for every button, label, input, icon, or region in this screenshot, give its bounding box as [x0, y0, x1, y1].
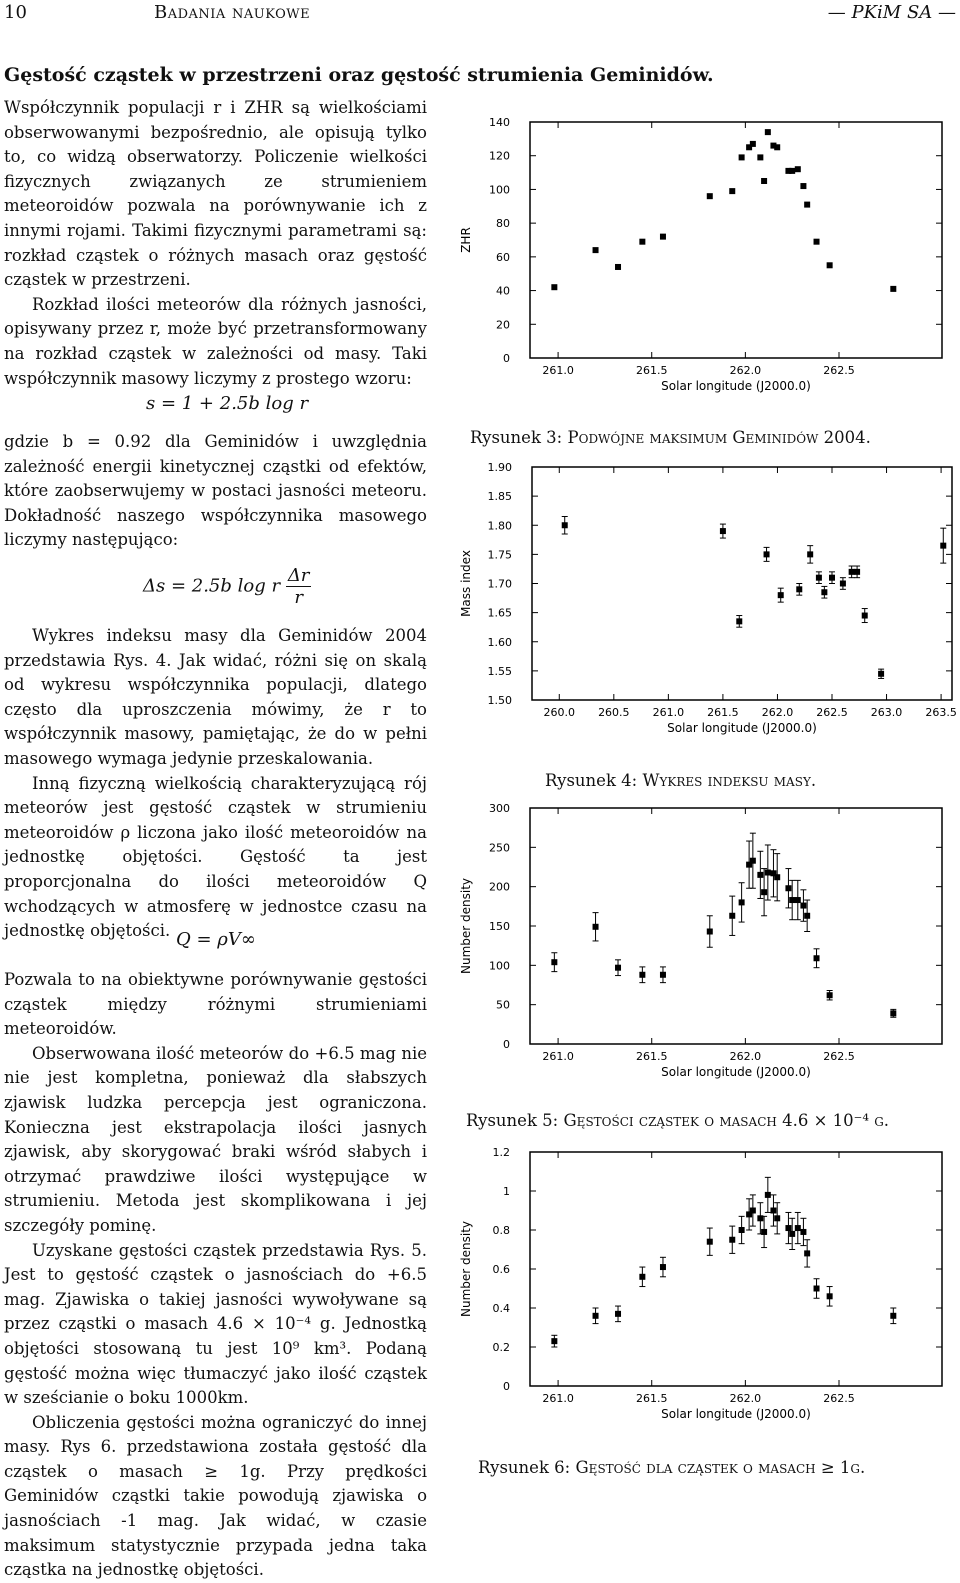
y-tick-label: 1.65 — [487, 606, 512, 620]
paragraph: Obliczenia gęstości można ograniczyć do innej masy. Rys 6. przedstawiona została gęstość dla cząstek o masach ≥ 1g. Przy prędkości Geminidów cząstki takie powodują zjawiska o jasnościach -1 mag. Jak widać, w czasie maksimum statystycznie przypada jedna taka cząstka na jednostkę objętości. — [4, 1412, 427, 1580]
data-point — [765, 870, 771, 876]
data-point — [814, 1286, 820, 1292]
plot-frame — [530, 808, 942, 1044]
data-point — [750, 858, 756, 864]
y-tick-label: 50 — [496, 998, 510, 1012]
y-tick-label: 1.60 — [487, 635, 512, 649]
data-point — [778, 592, 784, 598]
x-tick-label: 261.0 — [542, 364, 574, 377]
x-tick-label: 262.0 — [729, 1050, 762, 1063]
data-point — [829, 575, 835, 581]
y-tick-label: 0 — [503, 1380, 510, 1393]
x-tick-label: 263.0 — [870, 706, 903, 719]
number-density-1g-chart — [452, 1140, 952, 1430]
data-point — [736, 618, 742, 624]
caption-text: Podwójne maksimum Geminidów 2004. — [567, 428, 871, 447]
data-point — [890, 1010, 896, 1016]
data-point — [807, 551, 813, 557]
x-axis-label: Solar longitude (J2000.0) — [661, 1407, 811, 1421]
mass-index-chart — [452, 455, 960, 743]
y-tick-label: 1.85 — [487, 490, 512, 504]
data-point — [827, 992, 833, 998]
plot-frame — [530, 1152, 942, 1386]
caption-label: Rysunek 5: — [466, 1111, 564, 1130]
data-point — [764, 551, 770, 557]
figure-4-caption — [545, 771, 816, 790]
y-tick-label: 0 — [503, 1038, 510, 1051]
y-tick-label: 1 — [503, 1185, 510, 1198]
denominator: r — [294, 587, 303, 608]
data-point — [593, 1313, 599, 1319]
x-tick-label: 261.5 — [635, 1392, 668, 1405]
data-point — [878, 671, 884, 677]
data-point — [615, 965, 621, 971]
data-point — [816, 575, 822, 581]
y-tick-label: 140 — [489, 116, 510, 129]
y-tick-label: 100 — [489, 959, 510, 973]
x-tick-label: 262.5 — [823, 364, 855, 377]
data-point — [707, 193, 713, 199]
y-tick-label: 120 — [489, 149, 510, 163]
data-point — [785, 1225, 791, 1231]
zhr-chart — [452, 108, 952, 400]
magazine-name: — PKiM SA — — [827, 2, 956, 23]
x-tick-label: 260.0 — [543, 706, 576, 719]
data-point — [789, 1231, 795, 1237]
caption-text: Wykres indeksu masy. — [642, 771, 817, 790]
data-point — [729, 188, 735, 194]
data-point — [757, 872, 763, 878]
figure-5 — [452, 796, 952, 1084]
y-tick-label: 0.4 — [492, 1302, 510, 1315]
data-point — [551, 959, 557, 965]
data-point — [739, 1227, 745, 1233]
x-tick-label: 261.5 — [635, 1050, 668, 1063]
y-tick-label: 1.75 — [487, 548, 512, 562]
data-point — [615, 264, 621, 270]
data-point — [774, 144, 780, 150]
data-point — [795, 166, 801, 172]
data-point — [796, 586, 802, 592]
y-axis-label: ZHR — [459, 227, 473, 253]
data-point — [639, 1274, 645, 1280]
x-tick-label: 262.0 — [729, 1392, 762, 1405]
y-tick-label: 1.2 — [492, 1146, 510, 1159]
data-point — [840, 581, 846, 587]
data-point — [765, 129, 771, 135]
fraction — [286, 565, 312, 608]
caption-label: Rysunek 4: — [545, 771, 643, 790]
plot-frame — [532, 467, 952, 700]
data-point — [854, 569, 860, 575]
figure-6-caption — [478, 1458, 865, 1477]
data-point — [593, 924, 599, 930]
y-tick-label: 1.70 — [487, 577, 512, 591]
x-tick-label: 261.5 — [635, 364, 668, 377]
paragraph: Rozkład ilości meteorów dla różnych jasności, opisywany przez r, może być przetransformowany na rozkład cząstek w zależności od masy. Taki współczynnik masowy liczymy z prostego wzoru: — [4, 294, 427, 388]
data-point — [789, 897, 795, 903]
data-point — [593, 247, 599, 253]
x-tick-label: 260.5 — [598, 706, 630, 719]
data-point — [827, 1293, 833, 1299]
x-tick-label: 262.5 — [823, 1050, 855, 1063]
data-point — [639, 972, 645, 978]
equation-mass-index: s = 1 + 2.5b log r — [146, 393, 309, 414]
y-tick-label: 1.55 — [487, 664, 512, 678]
x-tick-label: 262.0 — [761, 706, 794, 719]
equation-lhs: Δs = 2.5b log r — [143, 575, 281, 597]
y-tick-label: 250 — [489, 841, 510, 855]
figure-6 — [452, 1140, 952, 1430]
y-tick-label: 1.50 — [487, 694, 512, 707]
number-density-chart — [452, 796, 952, 1084]
data-point — [821, 589, 827, 595]
y-tick-label: 0 — [503, 352, 510, 365]
data-point — [551, 284, 557, 290]
data-point — [800, 903, 806, 909]
y-tick-label: 40 — [496, 284, 510, 298]
y-axis-label: Mass index — [459, 550, 473, 617]
data-point — [761, 889, 767, 895]
y-tick-label: 60 — [496, 250, 510, 264]
figure-3 — [452, 108, 952, 400]
data-point — [804, 1250, 810, 1256]
paragraph: Inną fizyczną wielkością charakteryzującą rój meteorów jest gęstość cząstek w strumieniu meteoroidów ρ liczona jako ilość meteoroidów na jednostkę objętości. Gęstość ta jest proporcjonalna do ilości meteoroidów Q wchodzących w atmosferę w jednostce czasu na jednostkę objętości. — [4, 773, 427, 941]
x-tick-label: 261.0 — [652, 706, 685, 719]
caption-label: Rysunek 6: — [478, 1458, 576, 1477]
data-point — [739, 154, 745, 160]
paragraph: Obserwowana ilość meteorów do +6.5 mag nie nie jest kompletna, ponieważ dla słabszych zjawisk ludzka percepcja jest ograniczona. Konieczna jest ekstrapolacja ilości jasnych zjawisk, aby skorygować braki wśród słabych i otrzymać prawdziwe ilości występujące w strumieniu. Metoda jest skomplikowana i jej szczegóły pominę. — [4, 1043, 427, 1235]
data-point — [849, 569, 855, 575]
data-point — [827, 262, 833, 268]
x-tick-label: 261.0 — [542, 1050, 574, 1063]
data-point — [729, 1237, 735, 1243]
y-tick-label: 0.2 — [492, 1341, 510, 1354]
x-tick-label: 261.0 — [542, 1392, 574, 1405]
data-point — [750, 141, 756, 147]
data-point — [739, 899, 745, 905]
y-tick-label: 0.8 — [492, 1224, 510, 1237]
paragraph: gdzie b = 0.92 dla Geminidów i uwzględnia zależność energii kinetycznej cząstki od efektów, które zaobserwujemy w postaci jasności meteoru. Dokładność naszego współczynnika masowego liczymy następująco: — [4, 432, 427, 550]
caption-label: Rysunek 3: — [470, 428, 568, 447]
text-column-4 — [4, 968, 427, 1583]
text-column-1 — [4, 96, 427, 391]
y-tick-label: 0.6 — [492, 1263, 510, 1276]
paragraph: Pozwala to na obiektywne porównywanie gęstości cząstek między różnymi strumieniami meteoroidów. — [4, 970, 427, 1039]
data-point — [761, 178, 767, 184]
y-tick-label: 150 — [489, 920, 510, 933]
data-point — [615, 1311, 621, 1317]
y-tick-label: 1.90 — [487, 461, 512, 474]
text-column-3 — [4, 624, 427, 944]
data-point — [862, 613, 868, 619]
data-point — [774, 1215, 780, 1221]
x-tick-label: 262.0 — [729, 364, 762, 377]
y-tick-label: 20 — [496, 318, 510, 332]
page-number: 10 — [4, 2, 27, 23]
x-axis-label: Solar longitude (J2000.0) — [661, 379, 811, 393]
caption-text: Gęstość dla cząstek o masach ≥ 1g. — [575, 1458, 866, 1477]
data-point — [795, 897, 801, 903]
data-point — [804, 202, 810, 208]
equation-mass-index-error — [143, 565, 311, 608]
data-point — [660, 1264, 666, 1270]
running-header — [4, 0, 956, 24]
data-point — [800, 1229, 806, 1235]
paragraph: Uzyskane gęstości cząstek przedstawia Rys. 5. Jest to gęstość cząstek o jasnościach do +6.5 mag. Zjawiska o takiej jasności wywoływane są przez cząstki o masach 4.6 × 10⁻⁴ g. Jednostką objętości stosowaną tu jest 10⁹ km³. Podaną gęstość można więc tłumaczyć jako ilość cząstek w sześcianie o boku 1000km. — [4, 1240, 427, 1408]
paragraph: Współczynnik populacji r i ZHR są wielkościami obserwowanymi bezpośrednio, ale opisują tylko to, co widzą obserwatorzy. Policzenie wielkości fizycznych związanych ze strumieniem meteoroidów pozwala na porównywanie ich z innymi rojami. Takimi fizycznymi parametrami są: rozkład cząstek o różnych masach oraz gęstość cząstek w przestrzeni. — [4, 98, 427, 290]
data-point — [890, 1313, 896, 1319]
figure-3-caption — [470, 428, 871, 447]
figure-4 — [452, 455, 960, 743]
data-point — [814, 239, 820, 245]
data-point — [660, 972, 666, 978]
paragraph: Wykres indeksu masy dla Geminidów 2004 przedstawia Rys. 4. Jak widać, różni się on skalą od wykresu współczynnika populacji, dlatego często dla uproszczenia mówimy, że r to współczynnik masowy, pamiętając, że do w pełni masowego wymaga jedynie przeskalowania. — [4, 626, 427, 768]
equation-density: Q = ρV∞ — [176, 929, 256, 950]
data-point — [750, 1208, 756, 1214]
data-point — [785, 885, 791, 891]
data-point — [789, 168, 795, 174]
data-point — [757, 154, 763, 160]
data-point — [774, 874, 780, 880]
data-point — [720, 528, 726, 534]
data-point — [707, 929, 713, 935]
data-point — [814, 955, 820, 961]
data-point — [770, 1208, 776, 1214]
data-point — [660, 234, 666, 240]
data-point — [707, 1239, 713, 1245]
data-point — [639, 239, 645, 245]
data-point — [795, 1225, 801, 1231]
data-point — [551, 1338, 557, 1344]
y-tick-label: 1.80 — [487, 519, 512, 533]
section-name: Badania naukowe — [154, 2, 311, 23]
x-tick-label: 261.5 — [707, 706, 739, 719]
data-point — [890, 286, 896, 292]
data-point — [562, 522, 568, 528]
numerator: Δr — [287, 565, 310, 586]
y-tick-label: 80 — [496, 217, 510, 231]
data-point — [765, 1192, 771, 1198]
x-tick-label: 262.5 — [816, 706, 848, 719]
data-point — [729, 913, 735, 919]
data-point — [804, 913, 810, 919]
text-column-2 — [4, 430, 427, 553]
y-tick-label: 100 — [489, 183, 510, 197]
y-tick-label: 300 — [489, 802, 510, 815]
y-tick-label: 200 — [489, 880, 510, 894]
figure-5-caption — [466, 1111, 889, 1130]
data-point — [940, 543, 946, 549]
x-tick-label: 263.5 — [925, 706, 957, 719]
data-point — [800, 183, 806, 189]
caption-text: Gęstości cząstek o masach 4.6 × 10⁻⁴ g. — [563, 1111, 890, 1130]
x-axis-label: Solar longitude (J2000.0) — [661, 1065, 811, 1079]
section-title: Gęstość cząstek w przestrzeni oraz gęstość strumienia Geminidów. — [4, 64, 714, 86]
y-axis-label: Number density — [459, 1220, 473, 1318]
y-axis-label: Number density — [459, 877, 473, 975]
data-point — [761, 1229, 767, 1235]
x-tick-label: 262.5 — [823, 1392, 855, 1405]
plot-frame — [530, 122, 942, 358]
x-axis-label: Solar longitude (J2000.0) — [667, 721, 817, 735]
